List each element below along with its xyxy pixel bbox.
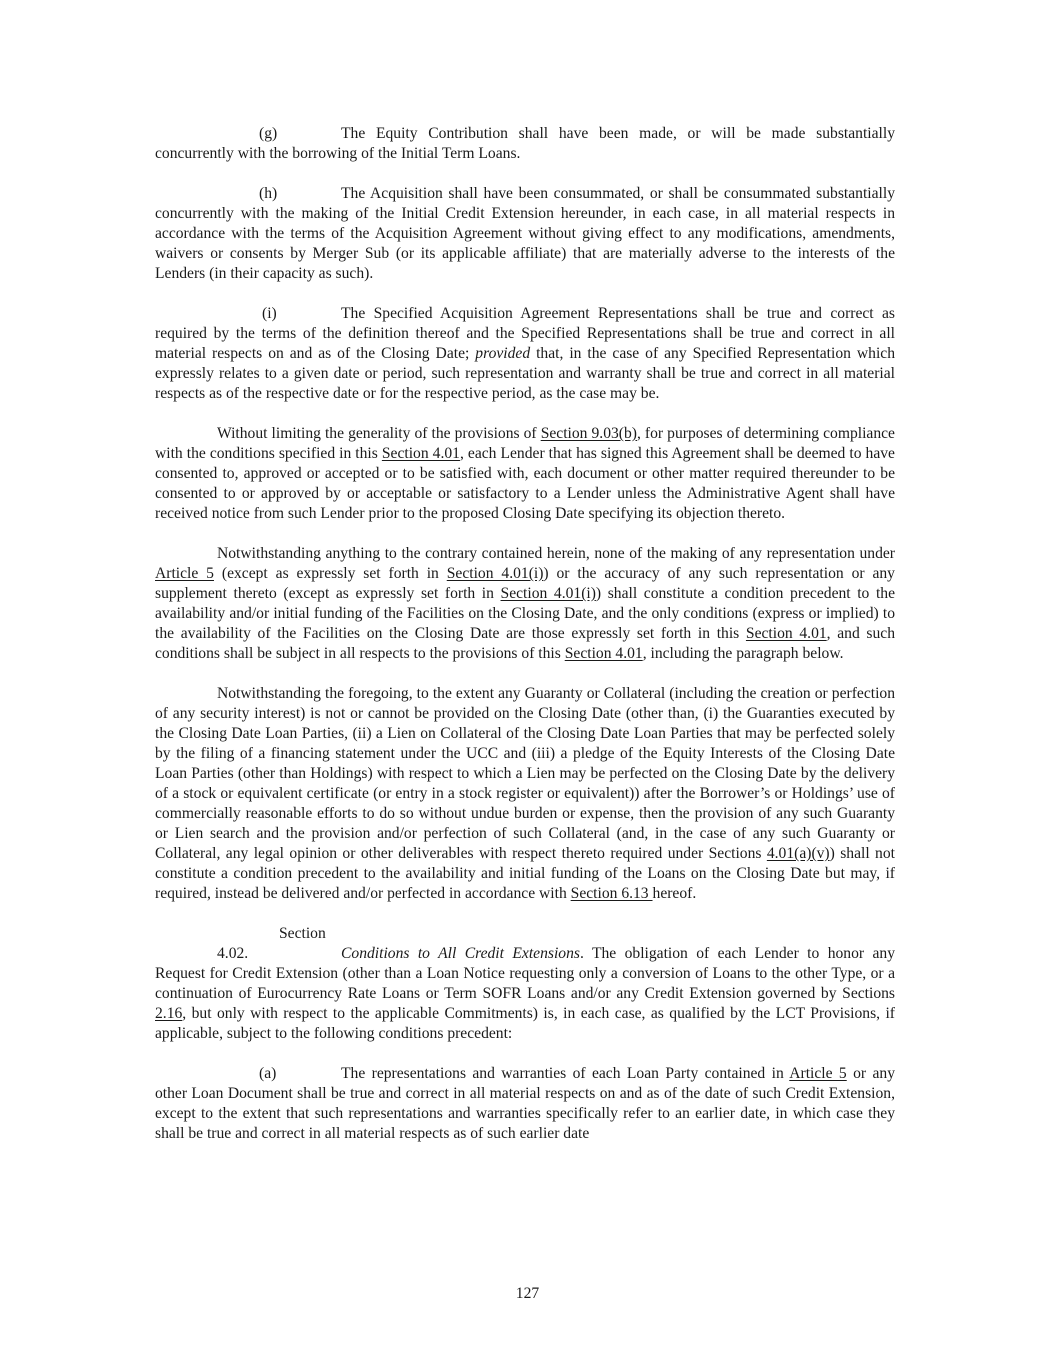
- paragraph-text: hereof.: [652, 885, 697, 902]
- paragraph-text: The Acquisition shall have been consummated, or shall be consummated substantially concurrently with the making of the Initial Credit Extension hereunder, in each case, in all material respects in accordance with the terms of the Acquisition Agreement without giving effect to any modifications, amendments, waivers or consents by Merger Sub (or its applicable affiliate) that are materially adverse to the interests of the Lenders (in their capacity as such).: [155, 185, 895, 282]
- cross-reference: Article 5: [155, 565, 214, 582]
- paragraph-text: that, in the case of any Specified Representation which expressly relates to a given date or period, such representation and warranty shall be true and correct in all material respects as of the respective date or for the respective period, as the case may be.: [155, 345, 895, 402]
- cross-reference: 2.16: [155, 1005, 183, 1022]
- cross-reference: 4.01(a)(v): [766, 845, 830, 862]
- paragraph-text: , for purposes of determining compliance with the conditions specified in this: [155, 425, 895, 462]
- paragraph-text: Notwithstanding anything to the contrary contained herein, none of the making of any representation under: [217, 545, 895, 562]
- cross-reference: Section 6.13: [570, 885, 653, 902]
- enum-label: (g): [259, 125, 278, 142]
- paragraph-text: Without limiting the generality of the provisions of: [217, 425, 541, 442]
- paragraph-without-limiting: [155, 424, 895, 524]
- cross-reference: Section 4.01(i): [500, 585, 596, 602]
- enum-label: (a): [259, 1065, 277, 1082]
- cross-reference: Section 4.01: [381, 445, 460, 462]
- paragraph-text: , each Lender that has signed this Agreement shall be deemed to have consented to, approved or accepted or to be satisfied with, each document or other matter required thereunder to be consented to or approved by or acceptable or satisfactory to a Lender unless the Administrative Agent shall have received notice from such Lender prior to the proposed Closing Date specifying its objection thereto.: [155, 445, 895, 522]
- page-number: 127: [515, 1285, 540, 1302]
- cross-reference: Article 5: [789, 1065, 847, 1082]
- paragraph-i: [155, 304, 895, 404]
- paragraph-notwithstanding-contrary: [155, 544, 895, 664]
- cross-reference: Section 9.03(b): [540, 425, 637, 442]
- document-body: [155, 124, 895, 1144]
- section-4-02: [155, 924, 895, 1044]
- paragraph-text: or any other Loan Document shall be true and correct in all material respects on and as of the date of such Credit Extension, except to the extent that such representations and warranties specifically refer to an earlier date, in which case they shall be true and correct in all material respects as of such earlier date: [155, 1065, 895, 1142]
- section-heading: Conditions to All Credit Extensions: [341, 945, 580, 962]
- section-number: Section 4.02.: [217, 925, 326, 962]
- paragraph-text: , and such conditions shall be subject in all respects to the provisions of this: [155, 625, 896, 662]
- paragraph-text: ) shall not constitute a condition precedent to the availability and initial funding of the Loans on the Closing Date but may, if required, instead be delivered and/or perfected in accordance with: [155, 845, 895, 902]
- paragraph-text: The representations and warranties of each Loan Party contained in: [341, 1065, 790, 1082]
- paragraph-text: , but only with respect to the applicable Commitments) is, in each case, as qualified by the LCT Provisions, if applicable, subject to the following conditions precedent:: [155, 1005, 895, 1042]
- provided-term: provided: [475, 345, 531, 362]
- enum-label: (h): [259, 185, 278, 202]
- paragraph-text: The Equity Contribution shall have been made, or will be made substantially concurrently with the borrowing of the Initial Term Loans.: [155, 125, 895, 162]
- paragraph-a: [155, 1064, 895, 1144]
- paragraph-text: (except as expressly set forth in: [213, 565, 447, 582]
- paragraph-text: . The obligation of each Lender to honor any Request for Credit Extension (other than a Loan Notice requesting only a conversion of Loans to the other Type, or a continuation of Eurocurrency Rate Loans or Term SOFR Loans and/or any Credit Extension governed by Sections: [155, 945, 895, 1002]
- paragraph-g: [155, 124, 895, 164]
- cross-reference: Section 4.01: [564, 645, 643, 662]
- cross-reference: Section 4.01(i): [446, 565, 544, 582]
- paragraph-text: Notwithstanding the foregoing, to the extent any Guaranty or Collateral (including the creation or perfection of any security interest) is not or cannot be provided on the Closing Date (other than, (i) the Guaranties executed by the Closing Date Loan Parties, (ii) a Lien on Collateral of the Closing Date Loan Parties that may be perfected solely by the filing of a financing statement under the UCC and (iii) a pledge of the Equity Interests of the Closing Date Loan Parties (other than Holdings) with respect to which a Lien may be perfected on the Closing Date by the delivery of a stock or equivalent certificate (or entry in a stock register or equivalent)) after the Borrower’s or Holdings’ use of commercially reasonable efforts to do so without undue burden or expense, then the provision of any such Guaranty or Lien search and the provision and/or perfection of such Collateral (and, in the case of any such Guaranty or Collateral, any legal opinion or other deliverables with respect thereto required under Sections: [155, 685, 895, 862]
- enum-label: (i): [262, 305, 277, 322]
- paragraph-notwithstanding-foregoing: [155, 684, 895, 904]
- paragraph-h: [155, 184, 895, 284]
- paragraph-text: ) or the accuracy of any such representation or any supplement thereto (except as expressly set forth in: [155, 565, 895, 602]
- paragraph-text: The Specified Acquisition Agreement Representations shall be true and correct as required by the terms of the definition thereof and the Specified Representations shall be true and correct in all material respects on and as of the Closing Date;: [155, 305, 895, 362]
- cross-reference: Section 4.01: [745, 625, 827, 642]
- paragraph-text: ) shall constitute a condition precedent to the availability and/or initial funding of the Facilities on the Closing Date, and the only conditions (express or implied) to the availability of the Facilities on the Closing Date are those expressly set forth in this: [155, 585, 896, 642]
- paragraph-text: , including the paragraph below.: [642, 645, 844, 662]
